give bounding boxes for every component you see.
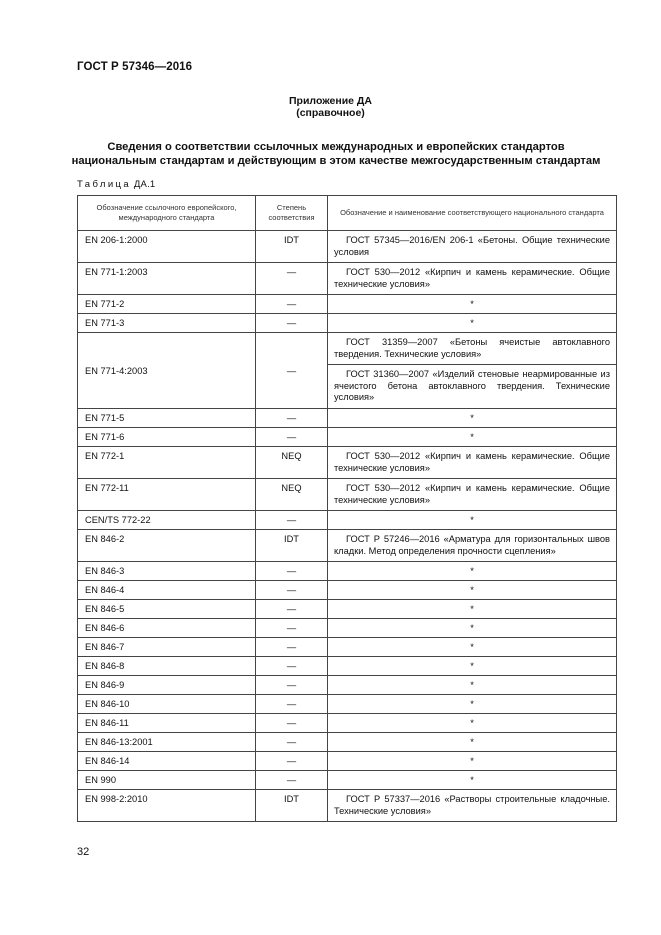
cell-degree: — [256,295,328,314]
table-row [78,511,617,530]
cell-national-text: ГОСТ Р 57337—2016 «Растворы строительные кладочные. Технические условия» [334,794,610,816]
cell-degree: — [256,733,328,752]
header-code: Обозначение ссылочного европейского, международного стандарта [78,196,256,231]
cell-national [328,333,617,365]
table-header [78,196,617,231]
cell-degree: — [256,638,328,657]
cell-national: * [328,638,617,657]
cell-national: * [328,714,617,733]
cell-degree: — [256,581,328,600]
cell-code: EN 846-8 [78,657,256,676]
cell-degree: NEQ [256,479,328,511]
cell-code: EN 846-6 [78,619,256,638]
cell-national-text: ГОСТ 57345—2016/EN 206-1 «Бетоны. Общие технические условия [334,235,610,257]
table-row [78,695,617,714]
table-row [78,409,617,428]
cell-code: EN 772-11 [78,479,256,511]
cell-degree: — [256,619,328,638]
table-row [78,231,617,263]
cell-degree: — [256,676,328,695]
cell-national: * [328,752,617,771]
cell-code: EN 771-1:2003 [78,263,256,295]
cell-national-text: ГОСТ 31359—2007 «Бетоны ячеистые автоклавного твердения. Технические условия» [334,337,610,359]
cell-code: EN 206-1:2000 [78,231,256,263]
standards-table [77,195,617,822]
section-heading [70,141,602,168]
cell-degree: — [256,752,328,771]
table-row [78,530,617,562]
cell-degree: — [256,314,328,333]
table-body [78,231,617,822]
cell-code: EN 771-3 [78,314,256,333]
cell-code: EN 846-5 [78,600,256,619]
cell-national: * [328,657,617,676]
cell-national: * [328,600,617,619]
table-row [78,619,617,638]
appendix-label: Приложение ДА [289,95,372,107]
cell-code: EN 990 [78,771,256,790]
table-row [78,790,617,822]
cell-degree: — [256,263,328,295]
section-heading-line-1: Сведения о соответствии ссылочных международных и европейских стандартов [107,141,565,153]
cell-code: EN 846-13:2001 [78,733,256,752]
table-row [78,638,617,657]
document-code: ГОСТ Р 57346—2016 [77,61,193,73]
cell-code: EN 846-7 [78,638,256,657]
section-heading-line-2: национальным стандартам и действующим в этом качестве межгосударственным стандартам [71,154,601,167]
table-row [78,733,617,752]
appendix-subtitle: (справочное) [296,107,365,119]
table-row [78,771,617,790]
cell-national: * [328,676,617,695]
cell-degree: — [256,511,328,530]
table-row [78,314,617,333]
cell-degree: — [256,600,328,619]
cell-code: EN 846-2 [78,530,256,562]
cell-degree: — [256,409,328,428]
cell-national [328,365,617,409]
cell-degree: — [256,657,328,676]
page-number: 32 [77,846,90,858]
cell-national-text: ГОСТ 530—2012 «Кирпич и камень керамические. Общие технические условия» [334,483,610,505]
cell-degree: — [256,562,328,581]
cell-national: * [328,733,617,752]
appendix-title [0,95,661,119]
header-national: Обозначение и наименование соответствующего национального стандарта [328,196,617,231]
cell-national: * [328,581,617,600]
cell-national [328,479,617,511]
cell-national-text: ГОСТ 530—2012 «Кирпич и камень керамические. Общие технические условия» [334,451,610,473]
table-row [78,657,617,676]
table-row [78,447,617,479]
table-row [78,479,617,511]
cell-degree: IDT [256,790,328,822]
cell-code: EN 998-2:2010 [78,790,256,822]
table-row [78,263,617,295]
header-degree: Степень соответствия [256,196,328,231]
cell-national: * [328,695,617,714]
cell-code: EN 771-6 [78,428,256,447]
cell-code: EN 846-14 [78,752,256,771]
cell-national: * [328,562,617,581]
cell-degree: — [256,695,328,714]
cell-code: EN 771-2 [78,295,256,314]
cell-national [328,447,617,479]
cell-degree: — [256,333,328,409]
cell-national: * [328,771,617,790]
cell-national-text: ГОСТ 31360—2007 «Изделий стеновые неармированные из ячеистого бетона автоклавного твердения. Технические условия» [334,369,610,402]
cell-degree: — [256,428,328,447]
table-row [78,295,617,314]
cell-code: EN 771-5 [78,409,256,428]
cell-code: EN 846-9 [78,676,256,695]
cell-national-text: ГОСТ 530—2012 «Кирпич и камень керамические. Общие технические условия» [334,267,610,289]
cell-national [328,790,617,822]
cell-degree: — [256,714,328,733]
cell-code: EN 846-11 [78,714,256,733]
cell-national: * [328,619,617,638]
cell-degree: NEQ [256,447,328,479]
cell-national [328,231,617,263]
cell-national: * [328,428,617,447]
cell-national [328,530,617,562]
table-row [78,333,617,365]
table-row [78,428,617,447]
cell-degree: IDT [256,231,328,263]
cell-national-text: ГОСТ Р 57246—2016 «Арматура для горизонтальных швов кладки. Метод определения прочности сцепления» [334,534,610,556]
cell-code: EN 771-4:2003 [78,333,256,409]
table-row [78,581,617,600]
cell-national: * [328,409,617,428]
cell-code: EN 846-3 [78,562,256,581]
table-row [78,676,617,695]
cell-code: EN 846-10 [78,695,256,714]
cell-degree: — [256,771,328,790]
table-row [78,562,617,581]
cell-code: CEN/TS 772-22 [78,511,256,530]
cell-national: * [328,295,617,314]
cell-national: * [328,314,617,333]
cell-code: EN 772-1 [78,447,256,479]
cell-code: EN 846-4 [78,581,256,600]
table-row [78,600,617,619]
cell-degree: IDT [256,530,328,562]
table-row [78,752,617,771]
cell-national: * [328,511,617,530]
table-header-row [78,196,617,231]
table-caption-id: ДА.1 [133,179,156,190]
table-caption-word: Таблица [77,179,132,190]
cell-national [328,263,617,295]
table-row [78,714,617,733]
table-caption [77,179,155,190]
